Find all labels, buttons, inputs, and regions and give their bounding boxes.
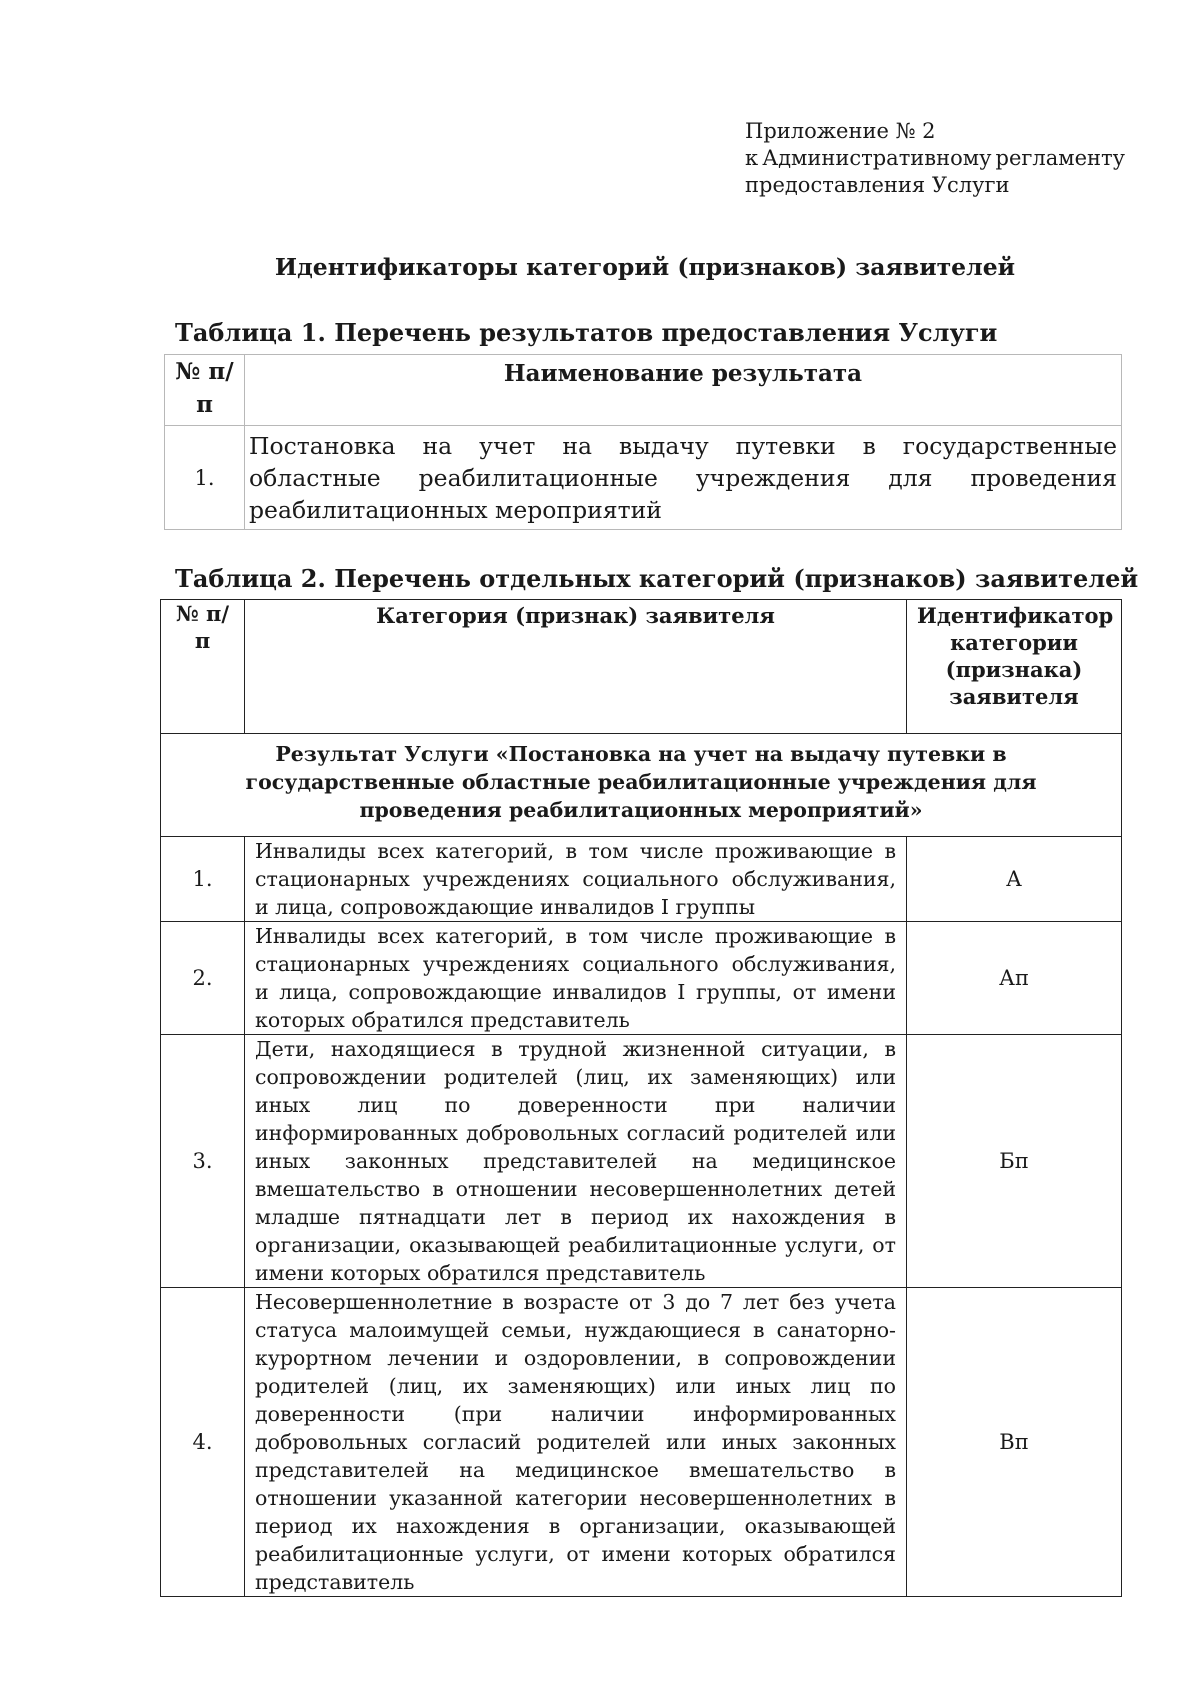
annex-block [745,118,1125,199]
table-row [161,922,1122,1035]
results-table [164,354,1122,530]
document-title: Идентификаторы категорий (признаков) заявителей [274,253,1016,281]
annex-line-2 [745,145,1125,172]
category-identifier: Вп [907,1288,1122,1597]
table-row [161,1035,1122,1288]
row-number: 3. [161,1035,245,1288]
category-text: Инвалиды всех категорий, в том числе проживающие в стационарных учреждениях социального обслуживания, и лица, сопровождающие инвалидов I группы [245,837,907,922]
annex-line-2-part-a: к [745,146,759,170]
row-number: 2. [161,922,245,1035]
header-result-name: Наименование результата [245,355,1122,426]
annex-line-2-part-c: регламенту [995,146,1125,170]
category-text: Инвалиды всех категорий, в том числе проживающие в стационарных учреждениях социального обслуживания, и лица, сопровождающие инвалидов I группы, от имени которых обратился представитель [245,922,907,1035]
header-num: № п/п [161,600,245,734]
table-header-row [165,355,1122,426]
table-row [161,837,1122,922]
table2-caption: Таблица 2. Перечень отдельных категорий (признаков) заявителей [175,564,1139,593]
row-number: 1. [161,837,245,922]
row-number: 1. [165,426,245,530]
annex-line-3: предоставления Услуги [745,173,1010,197]
category-identifier: А [907,837,1122,922]
section-heading: Результат Услуги «Постановка на учет на выдачу путевки в государственные областные реабилитационные учреждения для проведения реабилитационных мероприятий» [161,734,1122,837]
annex-line-1: Приложение № 2 [745,119,936,143]
table-row [161,1288,1122,1597]
header-identifier: Идентификатор категории (признака) заявителя [907,600,1122,734]
header-category: Категория (признак) заявителя [245,600,907,734]
table-row [165,426,1122,530]
categories-table [160,599,1122,1597]
result-name: Постановка на учет на выдачу путевки в государственные областные реабилитационные учреждения для проведения реабилитационных мероприятий [245,426,1122,530]
category-identifier: Бп [907,1035,1122,1288]
category-text: Дети, находящиеся в трудной жизненной ситуации, в сопровождении родителей (лиц, их заменяющих) или иных лиц по доверенности при наличии информированных добровольных согласий родителей или иных законных представителей на медицинское вмешательство в отношении несовершеннолетних детей младше пятнадцати лет в период их нахождения в организации, оказывающей реабилитационные услуги, от имени которых обратился представитель [245,1035,907,1288]
table-header-row [161,600,1122,734]
annex-line-2-part-b: Административному [762,146,992,170]
section-row [161,734,1122,837]
row-number: 4. [161,1288,245,1597]
table1-caption: Таблица 1. Перечень результатов предоставления Услуги [175,318,998,347]
header-num: № п/п [165,355,245,426]
category-text: Несовершеннолетние в возрасте от 3 до 7 лет без учета статуса малоимущей семьи, нуждающиеся в санаторно-курортном лечении и оздоровлении, в сопровождении родителей (лиц, их заменяющих) или иных лиц по доверенности (при наличии информированных добровольных согласий родителей или иных законных представителей на медицинское вмешательство в отношении указанной категории несовершеннолетних в период их нахождения в организации, оказывающей реабилитационные услуги, от имени которых обратился представитель [245,1288,907,1597]
category-identifier: Ап [907,922,1122,1035]
